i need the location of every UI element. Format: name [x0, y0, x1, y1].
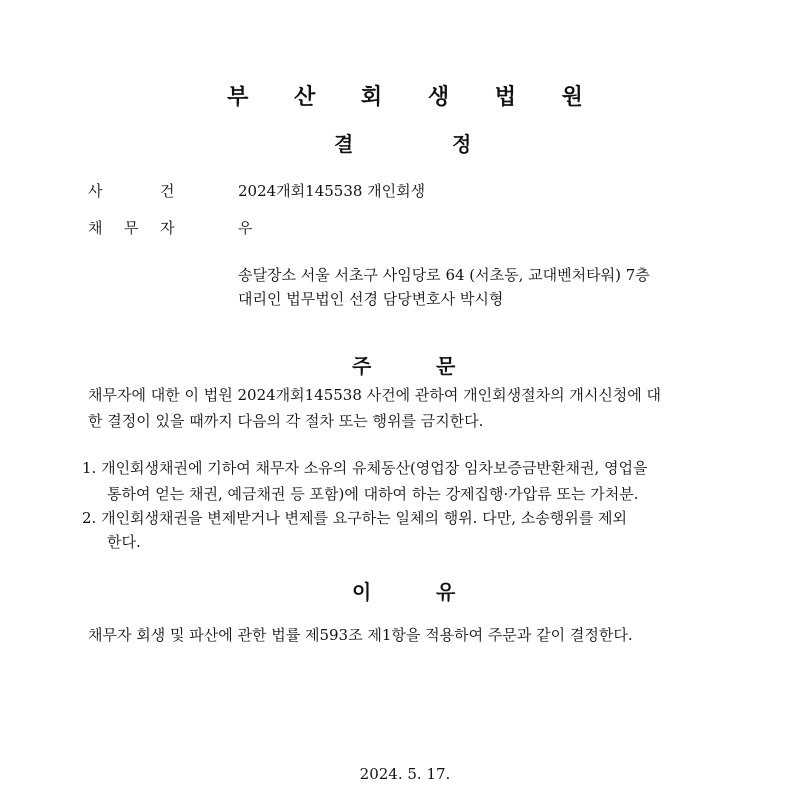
reason-heading-char: 유 [436, 580, 456, 604]
debtor-label-char: 무 [124, 219, 139, 237]
attorney: 대리인 법무법인 선경 담당변호사 박시형 [238, 290, 504, 308]
decision-date: 2024. 5. 17. [359, 765, 451, 783]
case-label-char: 건 [160, 182, 175, 200]
order-item-2: 2. 개인회생채권을 변제받거나 변제를 요구하는 일체의 행위. 다만, 소송행위를 제외 [82, 509, 627, 527]
order-heading-char: 문 [436, 354, 456, 378]
court-name: 부 산 회 생 법 원 [227, 85, 602, 110]
order-item-1-cont: 통하여 얻는 채권, 예금채권 등 포함)에 대하여 하는 강제집행·가압류 또는 가처분. [107, 485, 639, 503]
case-row [0, 180, 810, 202]
case-label-char: 사 [88, 182, 103, 200]
reason-text: 채무자 회생 및 파산에 관한 법률 제593조 제1항을 적용하여 주문과 같이 결정한다. [88, 626, 633, 644]
order-intro-line: 한 결정이 있을 때까지 다음의 각 절차 또는 행위를 금지한다. [88, 412, 484, 430]
order-heading-char: 주 [352, 354, 372, 378]
debtor-label-char: 자 [160, 219, 175, 237]
reason-heading-char: 이 [352, 580, 372, 604]
order-intro-line: 채무자에 대한 이 법원 2024개회145538 사건에 관하여 개인회생절차의 개시신청에 대 [88, 386, 662, 404]
debtor-label-char: 채 [88, 219, 103, 237]
document-type-char: 결 [334, 132, 354, 156]
order-item-2-cont: 한다. [107, 533, 141, 551]
debtor-name: 우 [238, 219, 253, 237]
case-number: 2024개회145538 개인회생 [238, 182, 426, 200]
order-item-1: 1. 개인회생채권에 기하여 채무자 소유의 유체동산(영업장 임차보증금반환채권, 영업을 [82, 459, 648, 477]
document-type-char: 정 [452, 132, 472, 156]
service-address: 송달장소 서울 서초구 사임당로 64 (서초동, 교대벤처타워) 7층 [238, 266, 650, 284]
debtor-row [0, 217, 810, 239]
